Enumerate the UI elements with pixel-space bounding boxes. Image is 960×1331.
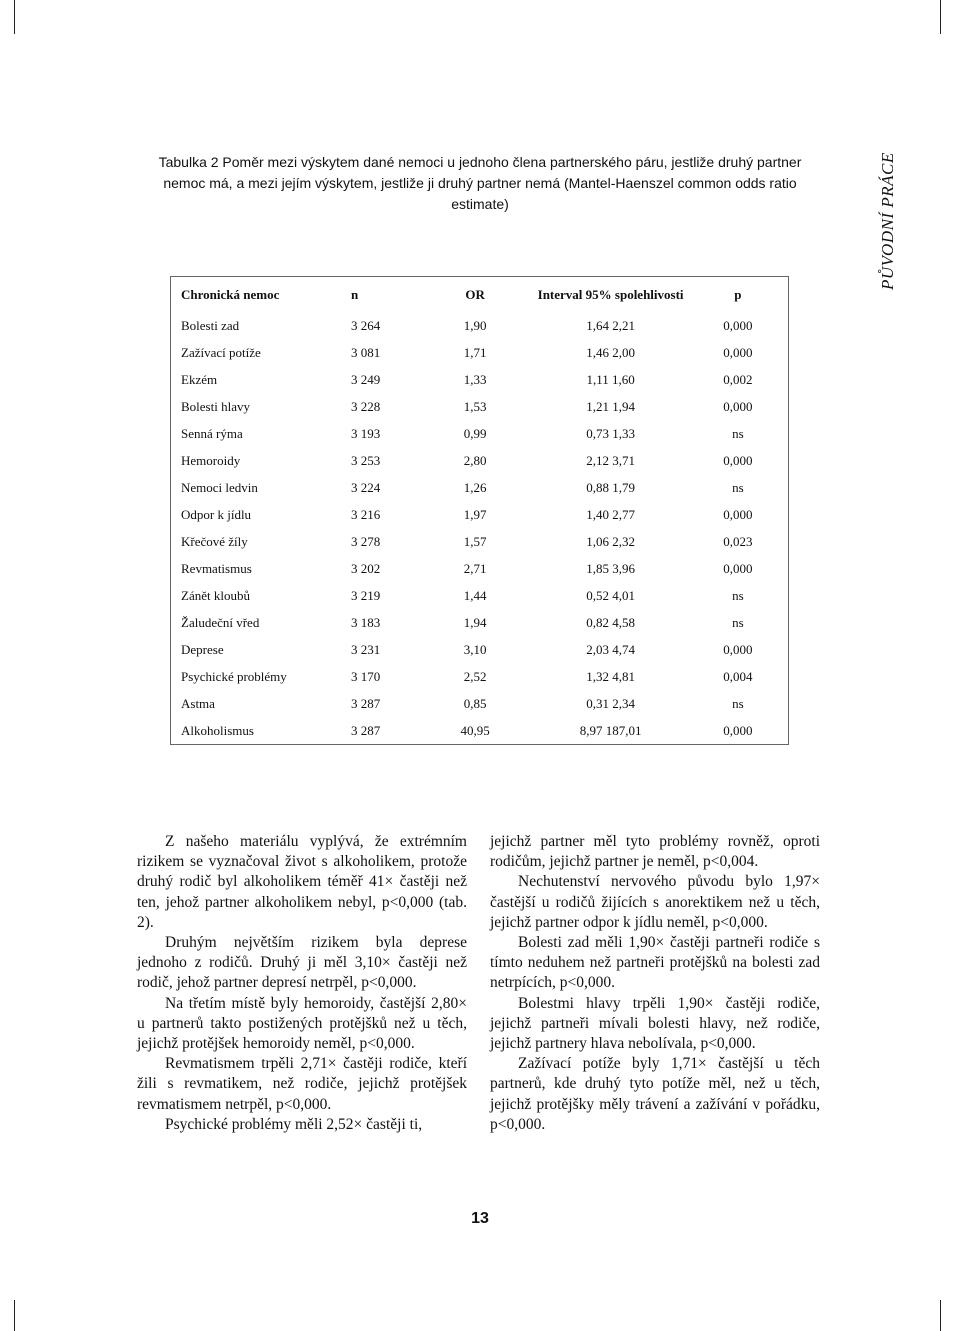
paragraph: Bolesti zad měli 1,90× častěji partneři rodiče s tímto neduhem než partneři protějšků na bolesti zad netrpících, p<0,000. [490, 934, 820, 992]
section-side-label: PŮVODNÍ PRÁCE [878, 152, 897, 290]
cell-disease: Zažívací potíže [181, 344, 261, 360]
cell-or: 40,95 [460, 722, 490, 738]
cell-or: 1,97 [463, 506, 487, 522]
cell-p: 0,000 [723, 641, 753, 657]
cell-n: 3 287 [350, 722, 381, 738]
cell-interval: 1,32 4,81 [586, 668, 635, 684]
page-number: 13 [471, 1210, 489, 1227]
table-caption: Tabulka 2 Poměr mezi výskytem dané nemoci u jednoho člena partnerského páru, jestliže druhý partner nemoc má, a mezi jejím výskytem, jestliže ji druhý partner nemá (Mantel-Haenszel common odds ratio estimate) [158, 154, 802, 212]
cell-n: 3 253 [350, 452, 381, 468]
paragraph: Nechutenství nervového původu bylo 1,97× častější u rodičů žijících s anorektikem než u těch, jejichž partner odpor k jídlu neměl, p<0,000. [490, 873, 820, 931]
cell-n: 3 278 [350, 533, 381, 549]
cell-or: 1,57 [463, 533, 487, 549]
table-row [171, 312, 789, 339]
cell-or: 0,99 [463, 425, 487, 441]
paragraph: Revmatismem trpěli 2,71× častěji rodiče, kteří žili s revmatikem, než rodiče, jejichž protějšek revmatismem netrpěl, p<0,000. [137, 1055, 467, 1113]
cell-interval: 1,11 1,60 [586, 371, 635, 387]
cell-disease: Bolesti hlavy [181, 398, 250, 414]
table-row [171, 609, 789, 636]
cell-or: 1,94 [463, 614, 487, 630]
table-row [171, 501, 789, 528]
header-interval: Interval 95% spolehlivosti [537, 287, 684, 302]
cell-n: 3 183 [350, 614, 381, 630]
table-row [171, 717, 789, 745]
cell-interval: 0,88 1,79 [586, 479, 635, 495]
cell-or: 1,90 [463, 317, 487, 333]
cell-p: ns [732, 425, 744, 441]
cell-or: 2,80 [463, 452, 487, 468]
table-row [171, 528, 789, 555]
header-disease: Chronická nemoc [181, 287, 280, 302]
paragraph: Zažívací potíže byly 1,71× častější u těch partnerů, kde druhý tyto potíže měl, než u těch, jejichž protějšky měly trávení a zažívání v pořádku, p<0,000. [490, 1055, 820, 1133]
table-row [171, 582, 789, 609]
cell-n: 3 264 [350, 317, 381, 333]
cell-disease: Astma [181, 695, 215, 711]
header-or: OR [465, 287, 485, 302]
cell-disease: Hemoroidy [181, 452, 241, 468]
cell-p: 0,000 [723, 452, 753, 468]
table-row [171, 663, 789, 690]
results-table [170, 276, 789, 745]
cell-n: 3 228 [350, 398, 381, 414]
cell-n: 3 231 [350, 641, 381, 657]
cell-disease: Zánět kloubů [181, 587, 250, 603]
text-column-right [490, 832, 820, 1135]
cell-disease: Psychické problémy [181, 668, 287, 684]
table-body [171, 312, 789, 745]
cell-disease: Nemoci ledvin [181, 479, 258, 495]
cell-disease: Odpor k jídlu [181, 506, 252, 522]
paragraph: Bolestmi hlavy trpěli 1,90× častěji rodiče, jejichž partneři mívali bolesti hlavy, než rodiče, jejichž partnery hlava nebolívala, p<0,000. [490, 994, 820, 1053]
paragraph: Psychické problémy měli 2,52× častěji ti, [165, 1115, 423, 1133]
cell-n: 3 193 [350, 425, 381, 441]
paragraph: Z našeho materiálu vyplývá, že extrémním rizikem se vyznačoval život s alkoholikem, protože druhý rodič byl alkoholikem téměř 41× častěji než ten, jehož partner alkoholikem nebyl, p<0,000 (tab. 2). [137, 833, 467, 931]
text-column-left [137, 832, 467, 1135]
cell-n: 3 202 [350, 560, 381, 576]
cell-n: 3 216 [350, 506, 381, 522]
cell-interval: 0,31 2,34 [586, 695, 635, 711]
cell-interval: 1,40 2,77 [586, 506, 635, 522]
table-row [171, 339, 789, 366]
crop-mark [940, 0, 941, 34]
paragraph: Na třetím místě byly hemoroidy, častější 2,80× u partnerů takto postižených protějšků než u těch, jejichž protějšek hemoroidy neměl, p<0,000. [137, 994, 467, 1053]
cell-or: 0,85 [463, 695, 487, 711]
table-row [171, 636, 789, 663]
cell-disease: Revmatismus [181, 560, 252, 576]
cell-or: 1,53 [463, 398, 487, 414]
cell-or: 2,71 [463, 560, 487, 576]
cell-or: 3,10 [463, 641, 487, 657]
cell-p: 0,004 [723, 668, 753, 684]
table-row [171, 555, 789, 582]
cell-interval: 0,52 4,01 [586, 587, 635, 603]
paragraph: jejichž partner měl tyto problémy rovněž, oproti rodičům, jejichž partner je neměl, p<0,004. [490, 833, 820, 871]
cell-disease: Žaludeční vřed [181, 614, 260, 630]
cell-p: 0,000 [723, 344, 753, 360]
table-row [171, 420, 789, 447]
table-row [171, 366, 789, 393]
cell-interval: 1,64 2,21 [586, 317, 635, 333]
cell-p: ns [732, 479, 744, 495]
cell-p: 0,002 [723, 371, 753, 387]
cell-or: 1,71 [463, 344, 487, 360]
cell-p: 0,000 [723, 506, 753, 522]
cell-or: 1,44 [463, 587, 487, 603]
cell-interval: 1,21 1,94 [586, 398, 635, 414]
cell-interval: 1,46 2,00 [586, 344, 635, 360]
table-row [171, 393, 789, 420]
cell-interval: 0,82 4,58 [586, 614, 635, 630]
cell-p: ns [732, 614, 744, 630]
cell-disease: Ekzém [181, 371, 218, 387]
cell-or: 2,52 [463, 668, 487, 684]
cell-disease: Bolesti zad [181, 317, 240, 333]
table-row [171, 690, 789, 717]
header-p: p [734, 287, 742, 302]
cell-or: 1,26 [463, 479, 487, 495]
table-header-row [171, 277, 789, 313]
cell-n: 3 081 [350, 344, 381, 360]
cell-or: 1,33 [463, 371, 487, 387]
cell-disease: Deprese [181, 641, 224, 657]
cell-interval: 1,85 3,96 [586, 560, 635, 576]
crop-mark [14, 1300, 15, 1331]
cell-p: ns [732, 695, 744, 711]
cell-n: 3 170 [350, 668, 381, 684]
cell-p: ns [732, 587, 744, 603]
cell-disease: Senná rýma [181, 425, 243, 441]
table-row [171, 447, 789, 474]
cell-n: 3 249 [350, 371, 381, 387]
cell-disease: Alkoholismus [181, 722, 254, 738]
header-n: n [350, 287, 359, 302]
cell-interval: 2,03 4,74 [586, 641, 635, 657]
cell-p: 0,023 [723, 533, 753, 549]
cell-n: 3 219 [350, 587, 381, 603]
cell-disease: Křečové žíly [181, 533, 248, 549]
cell-p: 0,000 [723, 317, 753, 333]
cell-n: 3 224 [350, 479, 381, 495]
paragraph: Druhým největším rizikem byla deprese jednoho z rodičů. Druhý ji měl 3,10× častěji než rodič, jehož partner depresí netrpěl, p<0,000. [137, 934, 467, 992]
cell-p: 0,000 [723, 398, 753, 414]
cell-interval: 0,73 1,33 [586, 425, 635, 441]
table-row [171, 474, 789, 501]
cell-interval: 2,12 3,71 [586, 452, 635, 468]
cell-interval: 1,06 2,32 [586, 533, 635, 549]
cell-p: 0,000 [723, 560, 753, 576]
crop-mark [14, 0, 15, 34]
cell-n: 3 287 [350, 695, 381, 711]
cell-interval: 8,97 187,01 [579, 722, 642, 738]
crop-mark [940, 1300, 941, 1331]
cell-p: 0,000 [723, 722, 753, 738]
